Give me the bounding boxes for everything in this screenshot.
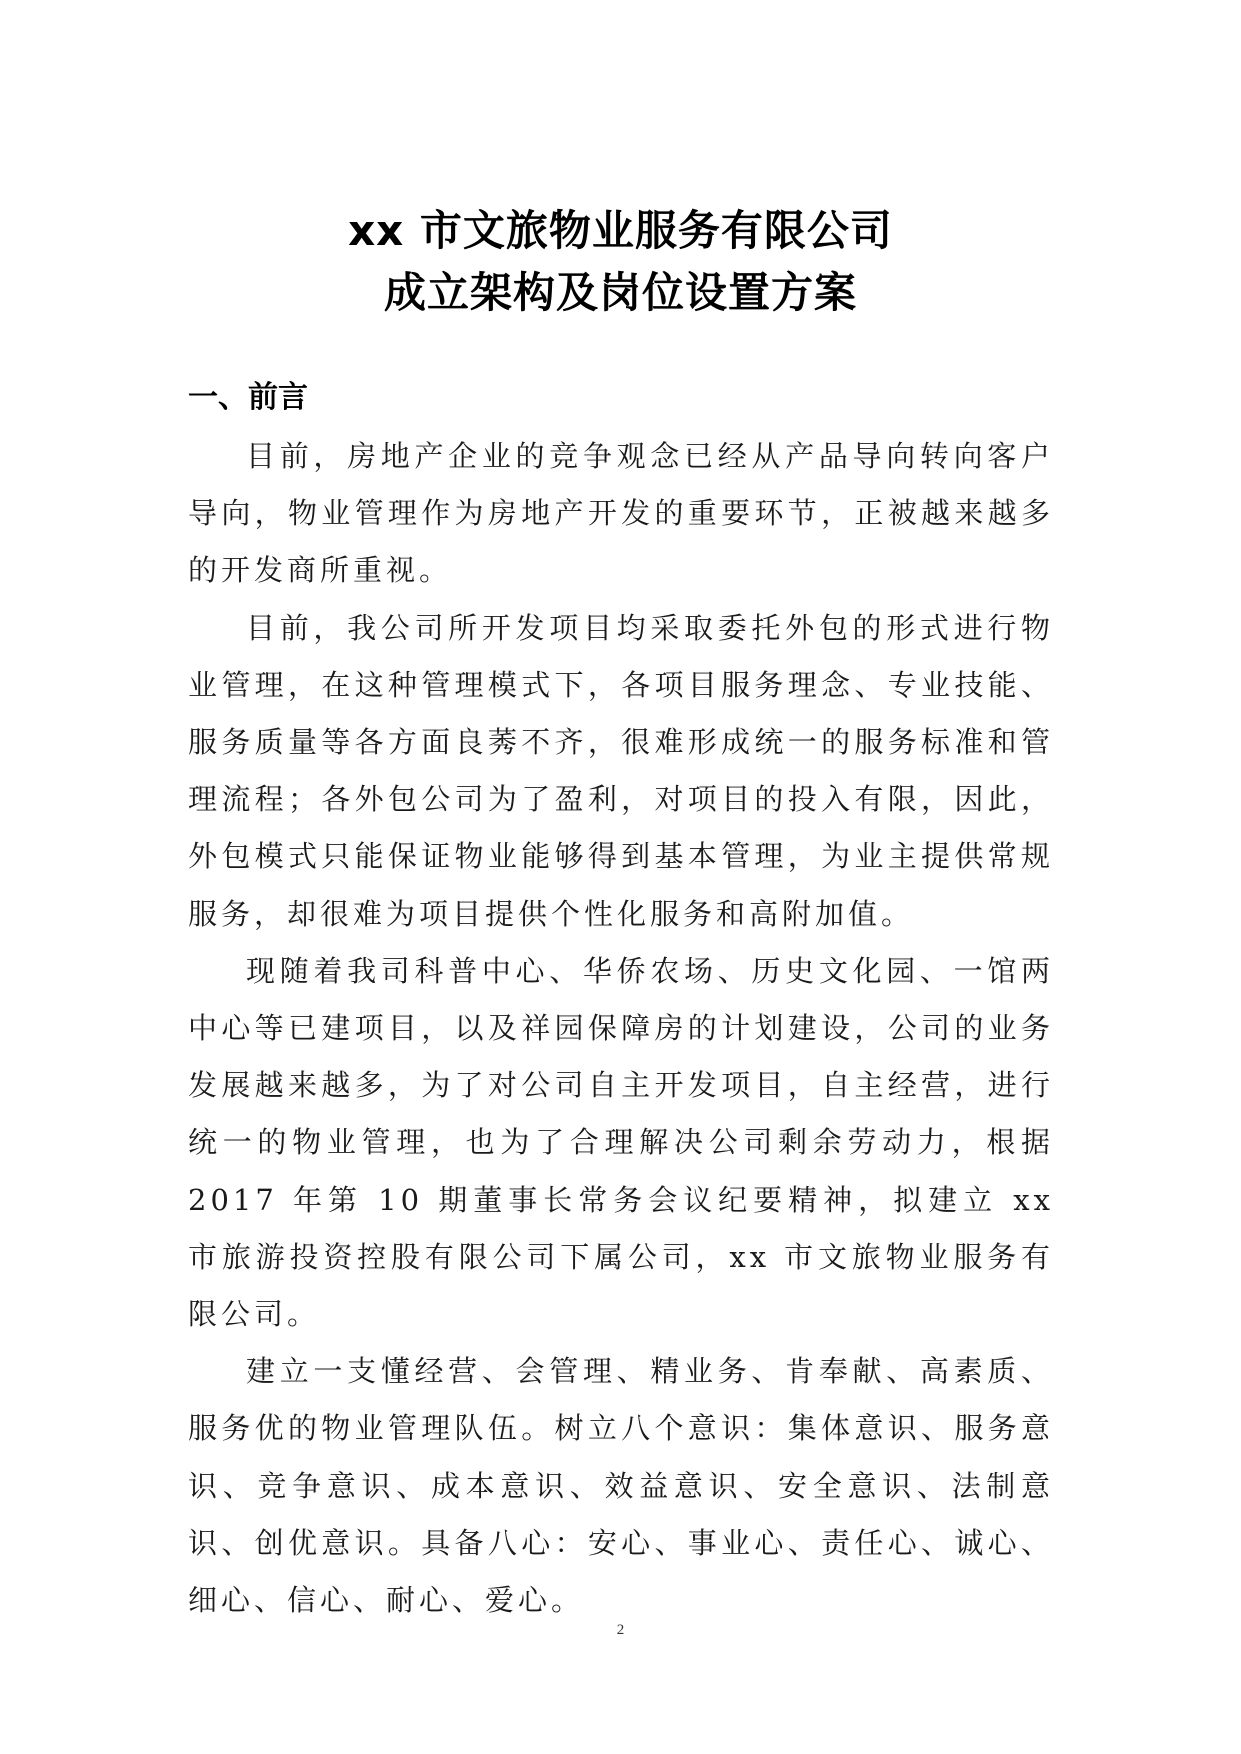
body-text: [188, 428, 1054, 1629]
paragraph-2: 目前，我公司所开发项目均采取委托外包的形式进行物业管理，在这种管理模式下，各项目服务理念、专业技能、服务质量等各方面良莠不齐，很难形成统一的服务标准和管理流程；各外包公司为了盈利，对项目的投入有限，因此，外包模式只能保证物业能够得到基本管理，为业主提供常规服务，却很难为项目提供个性化服务和高附加值。: [188, 610, 1054, 931]
title-line-2: 成立架构及岗位设置方案: [383, 268, 857, 317]
paragraph-1: 目前，房地产企业的竞争观念已经从产品导向转向客户导向，物业管理作为房地产开发的重要环节，正被越来越多的开发商所重视。: [188, 439, 1054, 588]
paragraph-4: 建立一支懂经营、会管理、精业务、肯奉献、高素质、服务优的物业管理队伍。树立八个意识：集体意识、服务意识、竞争意识、成本意识、效益意识、安全意识、法制意识、创优意识。具备八心：安心、事业心、责任心、诚心、细心、信心、耐心、爱心。: [188, 1354, 1054, 1618]
paragraph-3: 现随着我司科普中心、华侨农场、历史文化园、一馆两中心等已建项目，以及祥园保障房的计划建设，公司的业务发展越来越多，为了对公司自主开发项目，自主经营，进行统一的物业管理，也为了合理解决公司剩余劳动力，根据2017 年第 10 期董事长常务会议纪要精神，拟建立 xx 市旅游投资控股有限公司下属公司，xx 市文旅物业服务有限公司。: [188, 953, 1054, 1332]
section-heading: 一、前言: [188, 380, 308, 415]
title-line-1: xx 市文旅物业服务有限公司: [348, 206, 893, 255]
page-number: 2: [616, 1622, 625, 1638]
document-title: [0, 200, 1241, 324]
